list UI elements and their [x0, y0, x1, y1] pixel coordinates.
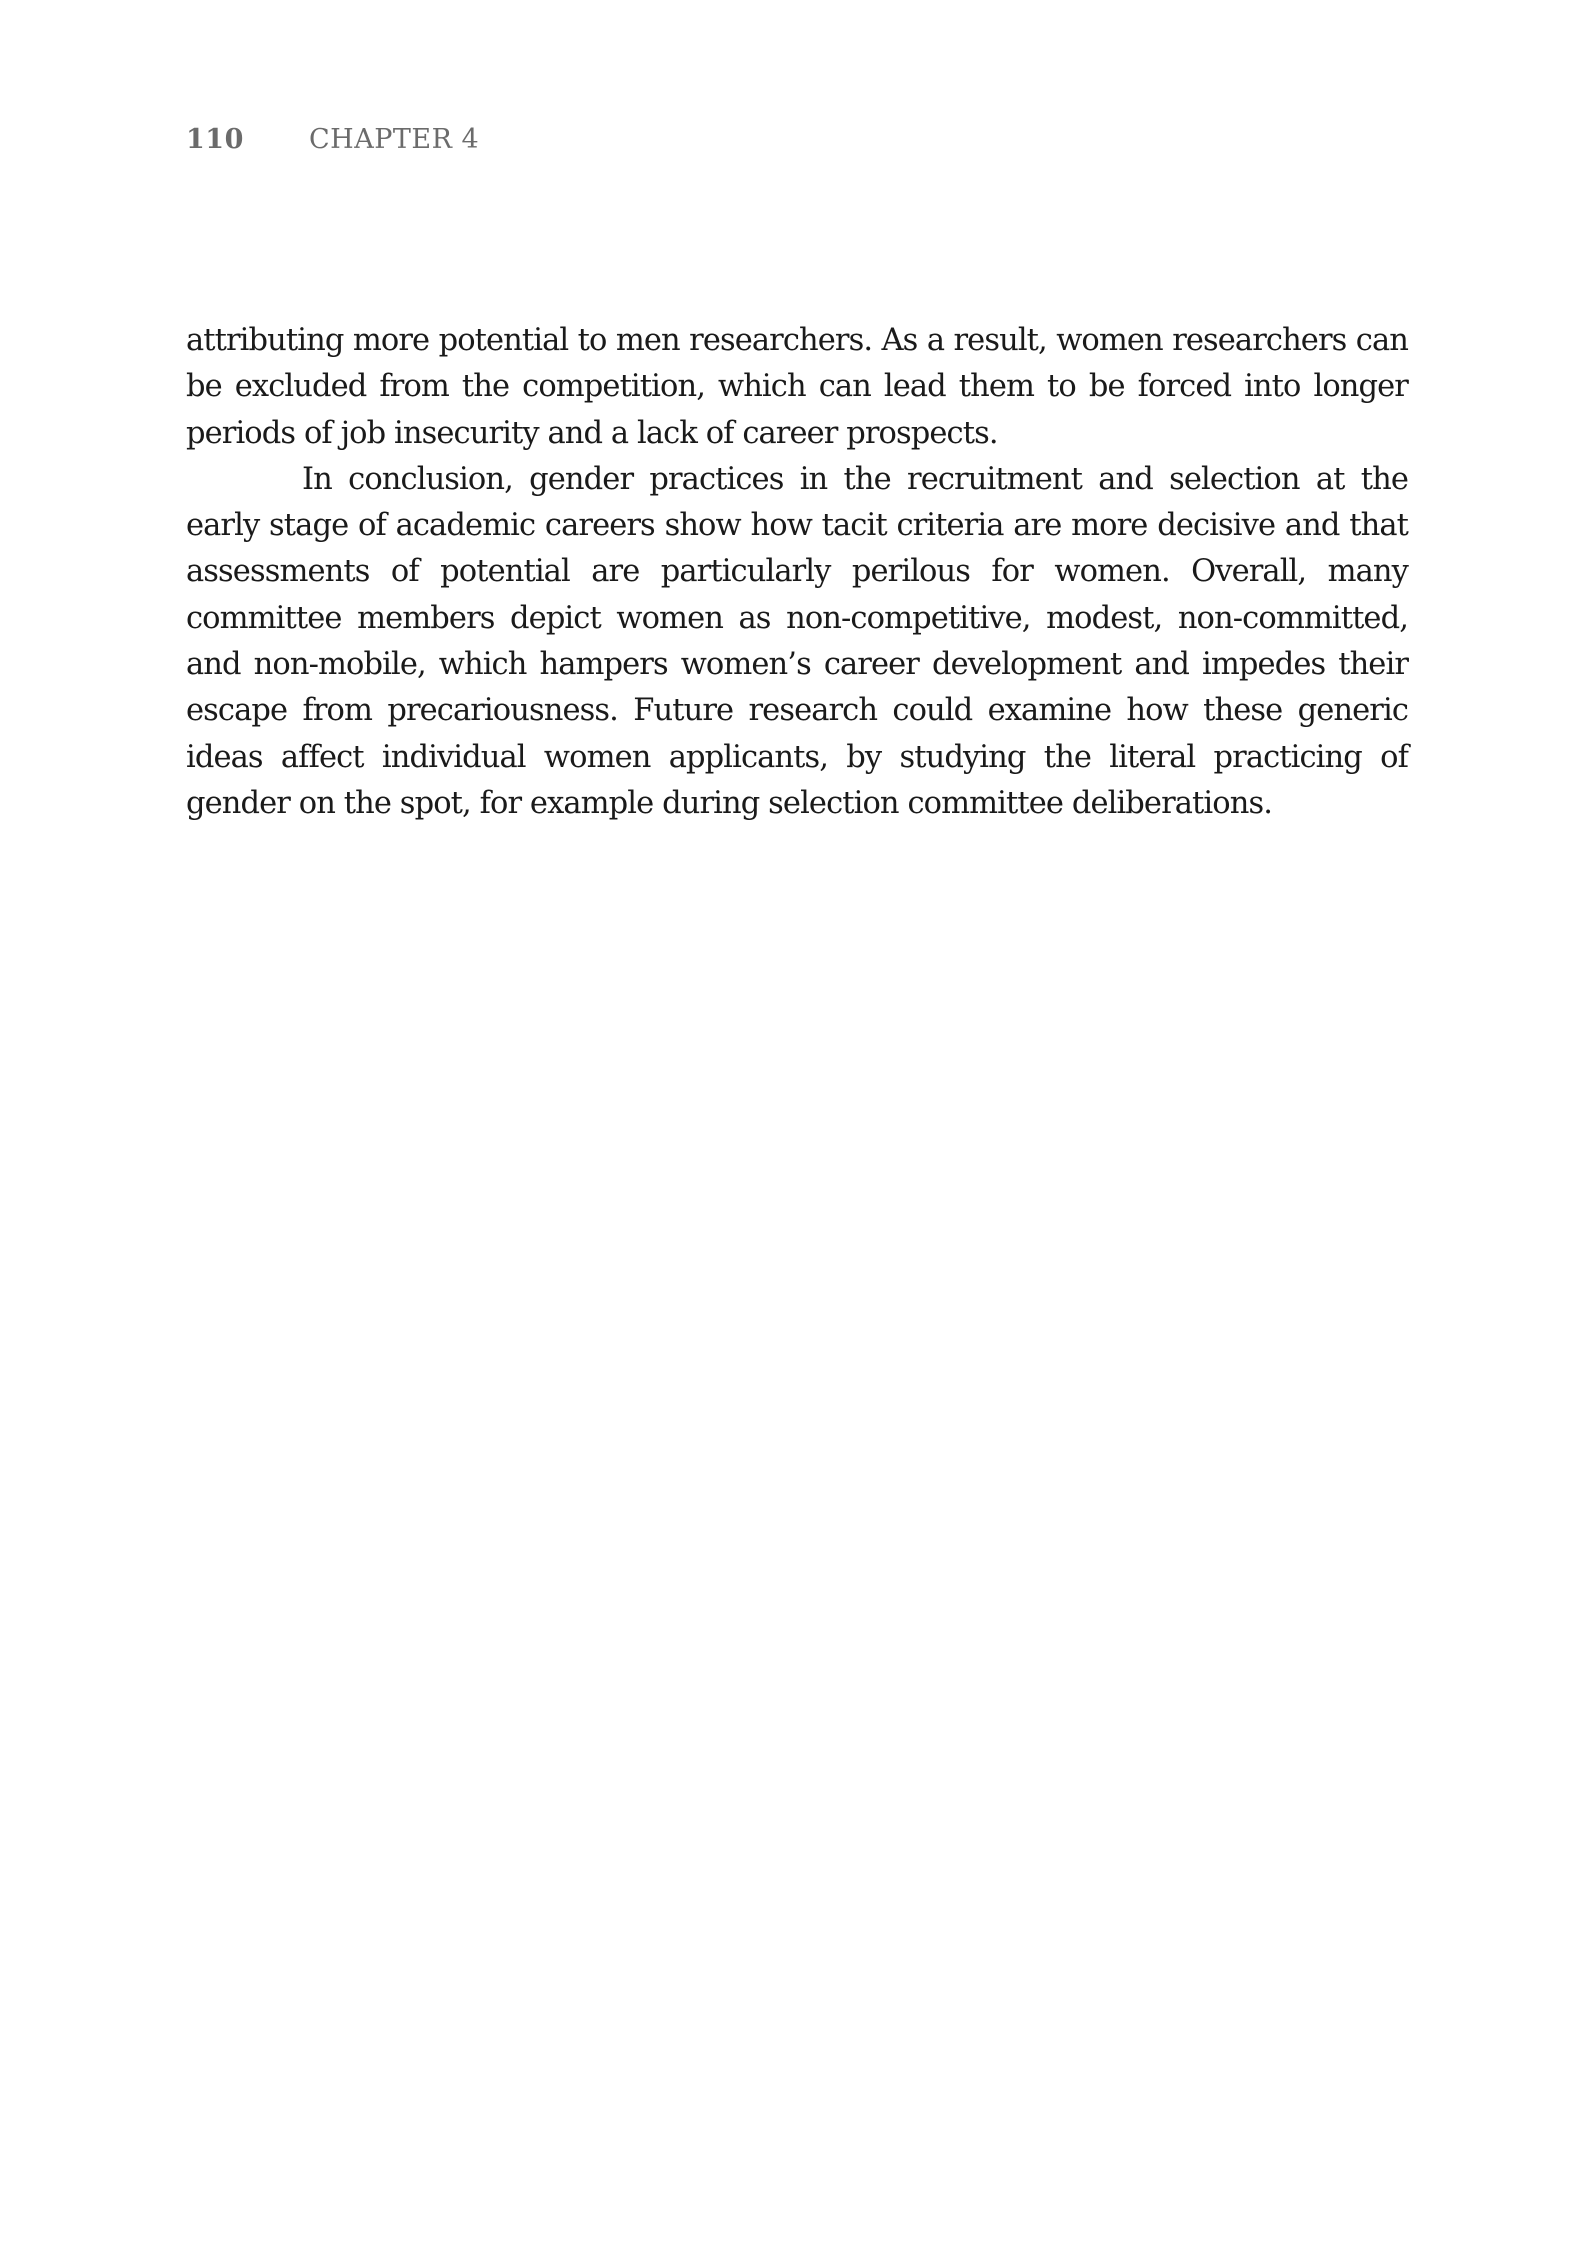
- page-number: 110: [186, 124, 244, 155]
- paragraph-continued: attributing more potential to men researchers. As a result, women researchers can be excluded from the competition, which can lead them to be forced into longer periods of job insecurity and a lack of career prospects.: [186, 323, 1408, 451]
- chapter-label: CHAPTER 4: [309, 124, 480, 155]
- paragraph-conclusion: In conclusion, gender practices in the recruitment and selection at the early stage of academic careers show how tacit criteria are more decisive and that assessments of potential are particularly perilous for women. Overall, many committee members depict women as non-competitive, modest, non-committed, and non-mobile, which hampers women’s career development and impedes their escape from precariousness. Future research could examine how these generic ideas affect individual women applicants, by studying the literal practicing of gender on the spot, for example during selection committee deliberations.: [186, 461, 1408, 821]
- body-text: [186, 318, 1408, 827]
- running-head: [186, 124, 479, 155]
